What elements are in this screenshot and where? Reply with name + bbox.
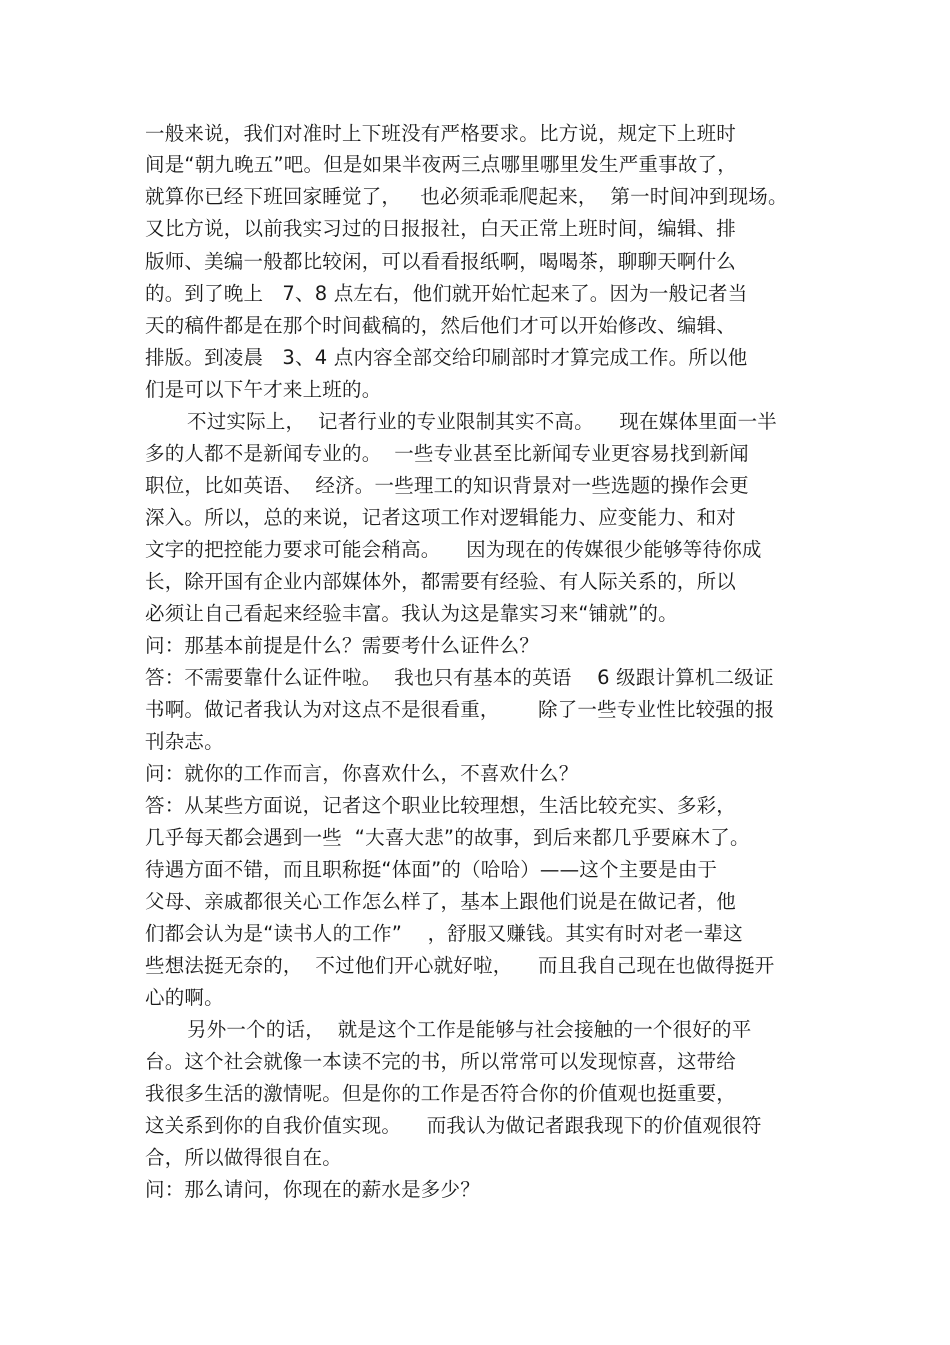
text-line: 就算你已经下班回家睡觉了， 也必须乖乖爬起来， 第一时间冲到现场。 (145, 185, 788, 208)
text-line: 排版。到凌晨 3、4 点内容全部交给印刷部时才算完成工作。所以他 (145, 346, 748, 369)
text-line: 们是可以下午才来上班的。 (145, 378, 382, 401)
text-line: 长，除开国有企业内部媒体外，都需要有经验、有人际关系的，所以 (145, 570, 737, 593)
text-line: 天的稿件都是在那个时间截稿的，然后他们才可以开始修改、编辑、 (145, 314, 737, 337)
answer-line: 答：不需要靠什么证件啦。 我也只有基本的英语 6 级跟计算机二级证 (145, 666, 774, 689)
question-line: 问：那么请问，你现在的薪水是多少？ (145, 1178, 480, 1201)
text-line: 合，所以做得很自在。 (145, 1146, 343, 1169)
text-line: 文字的把控能力要求可能会稍高。 因为现在的传媒很少能够等待你成 (145, 538, 762, 561)
text-line: 间是“朝九晚五”吧。但是如果半夜两三点哪里哪里发生严重事故了， (145, 153, 737, 176)
paragraph-start-line: 不过实际上， 记者行业的专业限制其实不高。 现在媒体里面一半 (187, 410, 777, 433)
text-line: 必须让自己看起来经验丰富。我认为这是靠实习来“铺就”的。 (145, 602, 678, 625)
text-line: 又比方说，以前我实习过的日报报社，白天正常上班时间，编辑、排 (145, 217, 737, 240)
question-line: 问：那基本前提是什么？需要考什么证件么？ (145, 634, 540, 657)
text-line: 台。这个社会就像一本读不完的书，所以常常可以发现惊喜，这带给 (145, 1050, 737, 1073)
text-line: 心的啊。 (145, 986, 224, 1009)
text-line: 版师、美编一般都比较闲，可以看看报纸啊，喝喝茶，聊聊天啊什么 (145, 250, 737, 273)
text-line: 书啊。做记者我认为对这点不是很看重， 除了一些专业性比较强的报 (145, 698, 775, 721)
question-line: 问：就你的工作而言，你喜欢什么，不喜欢什么？ (145, 762, 579, 785)
text-line: 多的人都不是新闻专业的。 一些专业甚至比新闻专业更容易找到新闻 (145, 442, 749, 465)
answer-line: 答：从某些方面说，记者这个职业比较理想，生活比较充实、多彩， (145, 794, 737, 817)
text-line: 的。到了晚上 7、8 点左右，他们就开始忙起来了。因为一般记者当 (145, 282, 748, 305)
text-line: 我很多生活的激情呢。但是你的工作是否符合你的价值观也挺重要， (145, 1082, 737, 1105)
text-line: 待遇方面不错，而且职称挺“体面”的（哈哈）——这个主要是由于 (145, 858, 718, 881)
text-line: 刊杂志。 (145, 730, 224, 753)
text-line: 们都会认为是“读书人的工作” ，舒服又赚钱。其实有时对老一辈这 (145, 922, 743, 945)
text-line: 几乎每天都会遇到一些 “大喜大悲”的故事，到后来都几乎要麻木了。 (145, 826, 750, 849)
text-line: 这关系到你的自我价值实现。 而我认为做记者跟我现下的价值观很符 (145, 1114, 762, 1137)
paragraph-start-line: 另外一个的话， 就是这个工作是能够与社会接触的一个很好的平 (187, 1018, 752, 1041)
text-line: 职位，比如英语、 经济。一些理工的知识背景对一些选题的操作会更 (145, 474, 749, 497)
text-line: 深入。所以，总的来说，记者这项工作对逻辑能力、应变能力、和对 (145, 506, 737, 529)
text-line: 一般来说，我们对准时上下班没有严格要求。比方说，规定下上班时 (145, 122, 737, 145)
text-line: 些想法挺无奈的， 不过他们开心就好啦， 而且我自己现在也做得挺开 (145, 954, 775, 977)
text-line: 父母、亲戚都很关心工作怎么样了，基本上跟他们说是在做记者，他 (145, 890, 737, 913)
